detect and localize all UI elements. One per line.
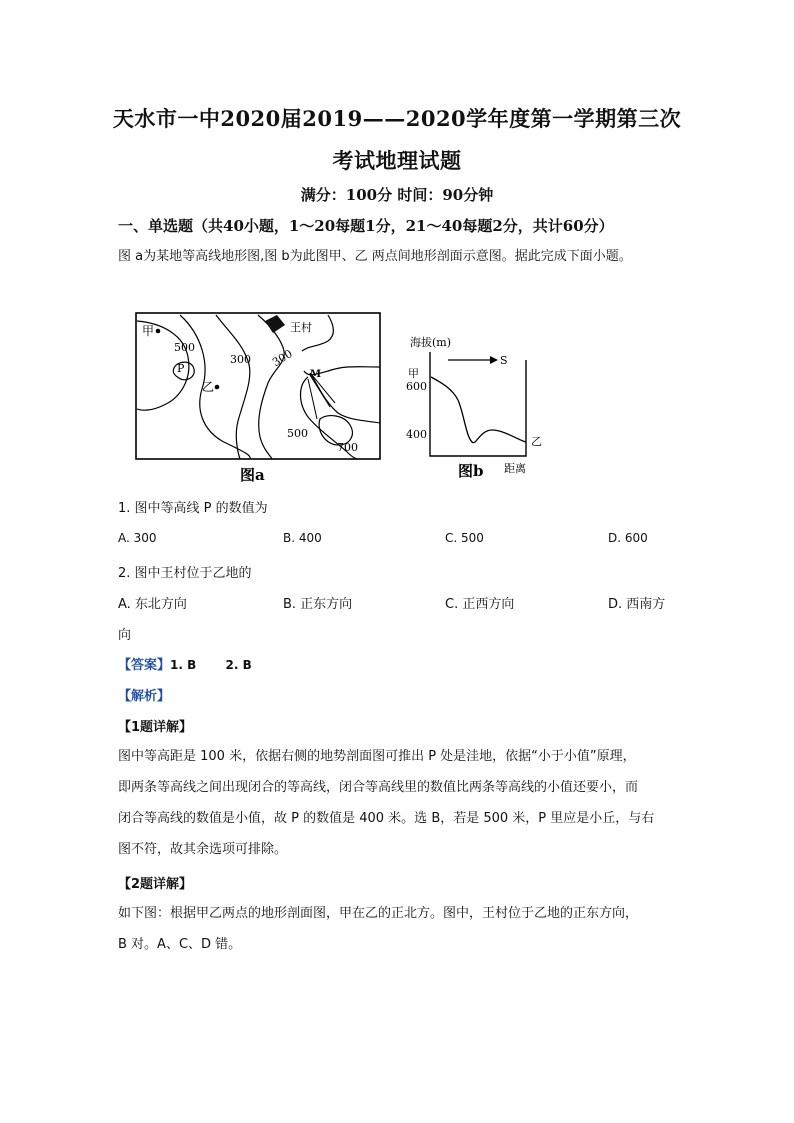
label-contour-300b: 300 — [270, 347, 295, 370]
label-jia: 甲 — [142, 324, 155, 338]
figure-b-profile — [400, 330, 560, 490]
question-1-stem: 1. 图中等高线 P 的数值为 — [118, 501, 268, 516]
label-yi: 乙 — [202, 380, 215, 394]
contour-line — [258, 315, 284, 459]
q2-option-d-wrap: 向 — [118, 628, 132, 643]
terrain-profile-line — [431, 377, 526, 443]
q2-detail-line: 如下图：根据甲乙两点的地形剖面图，甲在乙的正北方。图中，王村位于乙地的正东方向， — [118, 906, 639, 921]
analysis-tag: 【解析】 — [118, 689, 171, 704]
village-icon — [265, 315, 285, 333]
score-time-line: 满分：100分 时间：90分钟 — [300, 186, 494, 204]
label-village: 王村 — [290, 321, 312, 334]
q1-option-b: B. 400 — [283, 531, 322, 545]
ridge-lines — [308, 375, 335, 419]
figure-a-caption: 图a — [240, 466, 265, 484]
q1-detail-line: 即两条等高线之间出现闭合的等高线，闭合等高线里的数值比两条等高线的小值还要小，而 — [118, 780, 639, 795]
tick-600: 600 — [406, 380, 427, 393]
arrow-label-s: S — [500, 354, 508, 367]
profile-end-label: 乙 — [531, 435, 542, 448]
contour-line — [216, 315, 250, 459]
label-contour-300: 300 — [230, 353, 251, 366]
exam-title-line1: 天水市一中2020届2019——2020学年度第一学期第三次 — [112, 106, 682, 131]
point-yi — [215, 385, 220, 390]
answer-tag: 【答案】 — [118, 658, 171, 673]
profile-frame — [430, 352, 526, 456]
q2-option-d: D. 西南方 — [608, 597, 666, 612]
q1-detail-line: 图不符，故其余选项可排除。 — [118, 842, 288, 857]
contour-line — [310, 373, 380, 423]
q2-option-a: A. 东北方向 — [118, 597, 187, 612]
q1-option-c: C. 500 — [445, 531, 484, 545]
q1-option-d: D. 600 — [608, 531, 648, 545]
figure-a-contour-map — [132, 305, 387, 485]
label-contour-700: 700 — [337, 441, 358, 454]
tick-400: 400 — [406, 428, 427, 441]
label-contour-500b: 500 — [287, 427, 308, 440]
q1-detail-line: 图中等高距是 100 米，依据右侧的地势剖面图可推出 P 处是洼地，依据“小于小值”原理， — [118, 749, 636, 764]
map-frame — [136, 313, 380, 459]
question-2-stem: 2. 图中王村位于乙地的 — [118, 566, 252, 581]
q2-option-b: B. 正东方向 — [283, 597, 353, 612]
q1-detail-header: 【1题详解】 — [118, 720, 193, 735]
q2-option-c: C. 正西方向 — [445, 597, 515, 612]
y-axis-label: 海拔(m) — [410, 336, 452, 349]
label-contour-500: 500 — [174, 341, 195, 354]
q2-detail-header: 【2题详解】 — [118, 877, 193, 892]
profile-start-label: 甲 — [408, 367, 419, 380]
x-axis-label: 距离 — [504, 462, 526, 475]
q2-detail-line: B 对。A、C、D 错。 — [118, 937, 242, 952]
answer-text: 1. B 2. B — [170, 658, 252, 672]
label-m: M — [310, 369, 322, 380]
exam-title-line2: 考试地理试题 — [332, 148, 462, 173]
answer-line — [118, 654, 252, 673]
q1-detail-line: 闭合等高线的数值是小值，故 P 的数值是 400 米。选 B，若是 500 米，P 里应是小丘，与右 — [118, 811, 655, 826]
point-jia — [156, 329, 161, 334]
arrow-head — [490, 356, 498, 364]
q1-option-a: A. 300 — [118, 531, 157, 545]
section-heading: 一、单选题（共40小题，1～20每题1分，21～40每题2分，共计60分） — [118, 217, 614, 235]
figure-b-caption: 图b — [458, 462, 484, 480]
intro-text: 图 a为某地等高线地形图,图 b为此图甲、乙 两点间地形剖面示意图。据此完成下面小题。 — [118, 249, 632, 264]
label-p: P — [177, 362, 185, 375]
